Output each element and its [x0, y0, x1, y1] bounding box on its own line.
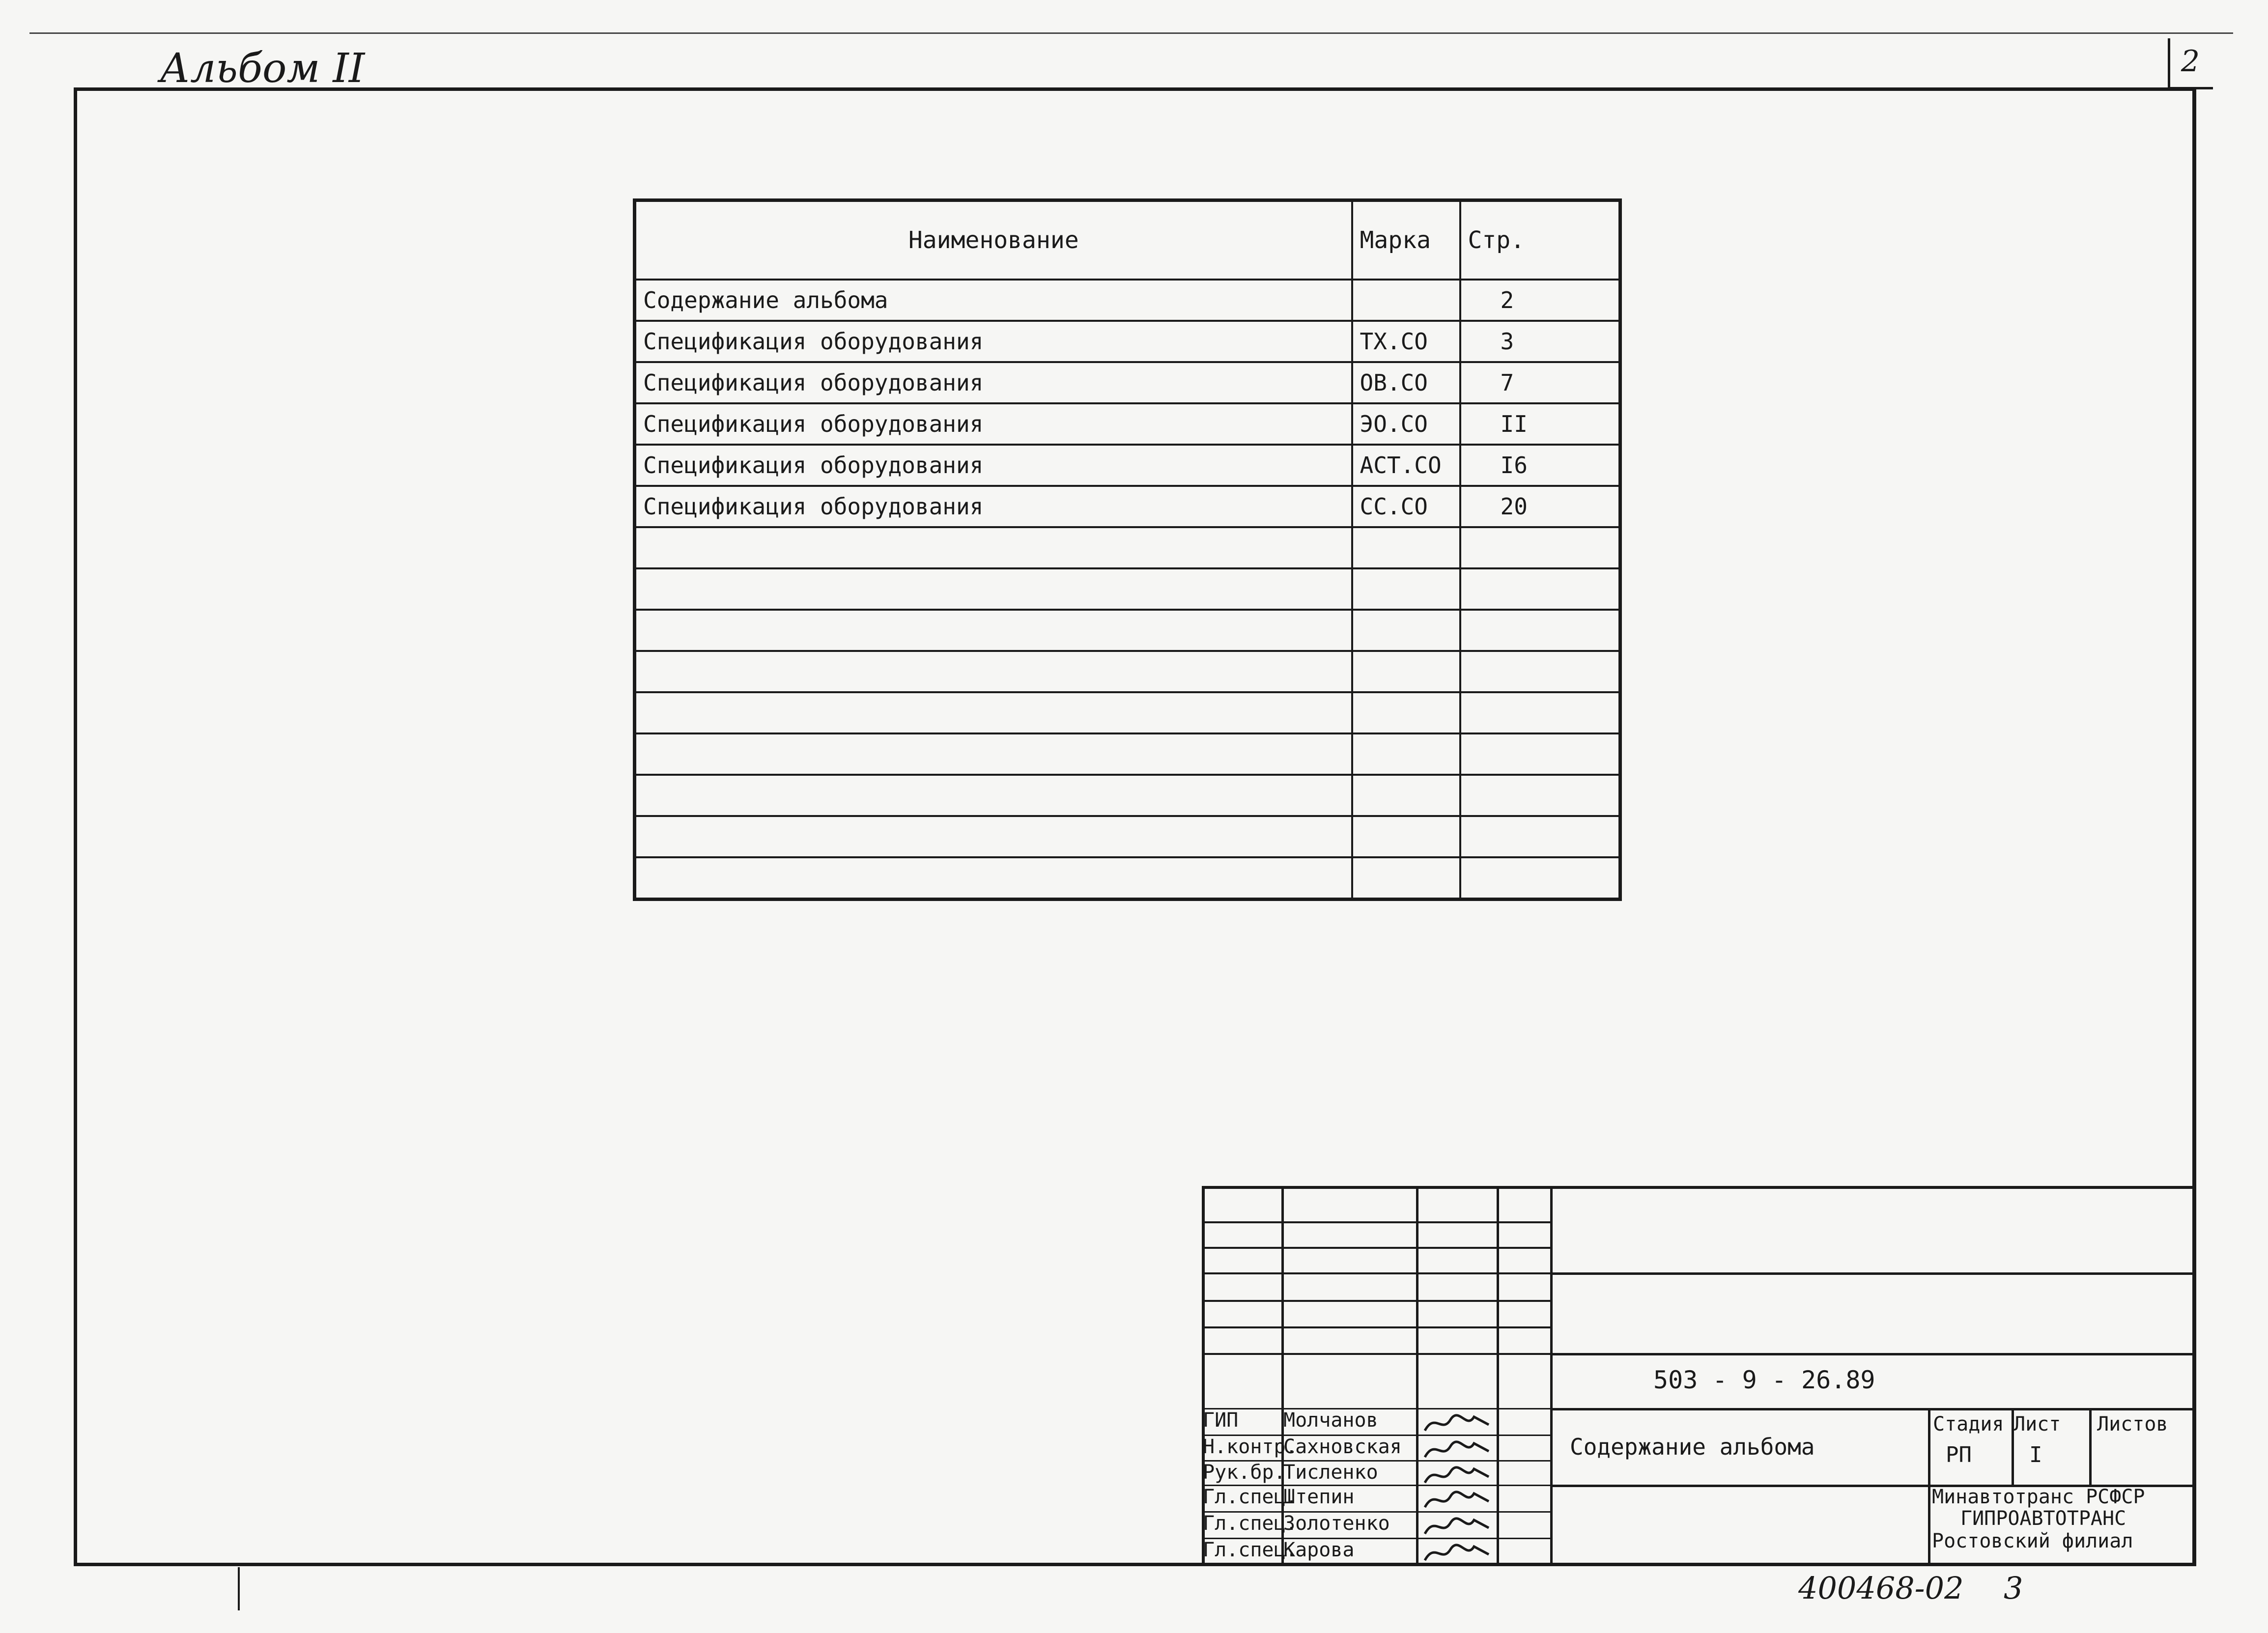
row-mark-cell — [1352, 610, 1460, 651]
signatory-role: Гл.спец. — [1203, 1486, 1298, 1508]
table-row — [635, 651, 1620, 692]
binding-mark — [238, 1567, 240, 1610]
album-label: Альбом II — [160, 45, 365, 92]
table-row — [635, 486, 1620, 527]
table-row — [635, 733, 1620, 775]
row-page-cell — [1460, 692, 1620, 733]
signatory-name: Золотенко — [1283, 1512, 1390, 1535]
row-page-cell: 3 — [1460, 321, 1620, 362]
row-mark-cell — [1352, 527, 1460, 568]
row-name-cell — [635, 692, 1352, 733]
sheets-label: Листов — [2097, 1413, 2168, 1436]
row-page-cell: 20 — [1460, 486, 1620, 527]
title-block-line — [1550, 1353, 2194, 1355]
title-block-line — [1202, 1353, 1550, 1355]
title-block-line — [2089, 1408, 2092, 1485]
row-page-cell — [1460, 610, 1620, 651]
row-name-cell: Спецификация оборудования — [635, 321, 1352, 362]
row-name-cell — [635, 775, 1352, 816]
table-row — [635, 816, 1620, 857]
stage-value: РП — [1946, 1442, 1972, 1467]
signature — [1420, 1436, 1494, 1462]
signature — [1420, 1410, 1494, 1436]
signatory-role: ГИП — [1203, 1409, 1239, 1432]
sheet-title: Содержание альбома — [1570, 1434, 1815, 1460]
title-block-line — [1550, 1186, 1553, 1564]
signature — [1420, 1513, 1494, 1539]
signatory-name: Штепин — [1283, 1486, 1355, 1508]
column-header-name: Наименование — [635, 200, 1352, 280]
table-row — [635, 692, 1620, 733]
row-page-cell — [1460, 857, 1620, 900]
row-page-cell — [1460, 733, 1620, 775]
title-block-line — [1416, 1186, 1418, 1564]
signatory-name: Молчанов — [1283, 1409, 1378, 1432]
row-mark-cell — [1352, 280, 1460, 321]
title-block-line — [1202, 1186, 2194, 1189]
document-code: 503 - 9 - 26.89 — [1653, 1366, 1875, 1394]
table-row — [635, 321, 1620, 362]
row-mark-cell: ОВ.СО — [1352, 362, 1460, 403]
signatory-name: Карова — [1283, 1539, 1355, 1561]
archive-page: 3 — [2004, 1570, 2023, 1606]
row-page-cell: 7 — [1460, 362, 1620, 403]
row-name-cell — [635, 568, 1352, 610]
row-name-cell — [635, 857, 1352, 900]
row-name-cell — [635, 527, 1352, 568]
organization-line-1: Минавтотранс РСФСР — [1932, 1486, 2145, 1508]
row-mark-cell — [1352, 568, 1460, 610]
title-block-line — [1928, 1485, 1930, 1564]
row-name-cell: Содержание альбома — [635, 280, 1352, 321]
row-page-cell — [1460, 651, 1620, 692]
row-mark-cell — [1352, 857, 1460, 900]
title-block-line — [1202, 1326, 1550, 1328]
table-row — [635, 857, 1620, 900]
title-block-line — [1928, 1408, 1930, 1485]
row-name-cell: Спецификация оборудования — [635, 445, 1352, 486]
row-mark-cell — [1352, 733, 1460, 775]
row-page-cell — [1460, 775, 1620, 816]
column-header-mark: Марка — [1352, 200, 1460, 280]
row-page-cell — [1460, 527, 1620, 568]
row-mark-cell — [1352, 816, 1460, 857]
sheet-label: Лист — [2013, 1413, 2061, 1436]
signature — [1420, 1487, 1494, 1512]
row-page-cell — [1460, 816, 1620, 857]
title-block-line — [1497, 1186, 1499, 1564]
row-page-cell: I6 — [1460, 445, 1620, 486]
table-row — [635, 362, 1620, 403]
row-name-cell — [635, 816, 1352, 857]
title-block-line — [1202, 1272, 1550, 1274]
row-name-cell — [635, 651, 1352, 692]
table-row — [635, 568, 1620, 610]
row-page-cell: II — [1460, 403, 1620, 445]
signatory-role: Гл.спец. — [1203, 1539, 1298, 1561]
row-mark-cell — [1352, 775, 1460, 816]
signature — [1420, 1462, 1494, 1488]
contents-table — [633, 198, 1622, 901]
signatory-name: Тисленко — [1283, 1461, 1378, 1484]
table-row — [635, 775, 1620, 816]
signatory-name: Сахновская — [1283, 1436, 1402, 1458]
stage-label: Стадия — [1933, 1413, 2004, 1436]
table-row — [635, 445, 1620, 486]
signatory-role: Н.контр. — [1203, 1436, 1298, 1458]
row-page-cell — [1460, 568, 1620, 610]
signature — [1420, 1540, 1494, 1565]
page-number: 2 — [2181, 44, 2200, 79]
table-row — [635, 527, 1620, 568]
row-mark-cell — [1352, 692, 1460, 733]
title-block-line — [1202, 1247, 1550, 1249]
column-header-page: Стр. — [1460, 200, 1620, 280]
row-name-cell — [635, 610, 1352, 651]
row-mark-cell: ЭО.СО — [1352, 403, 1460, 445]
row-name-cell: Спецификация оборудования — [635, 403, 1352, 445]
table-row — [635, 280, 1620, 321]
top-border-line — [29, 32, 2233, 34]
title-block-line — [1202, 1221, 1550, 1223]
row-name-cell: Спецификация оборудования — [635, 362, 1352, 403]
organization-line-3: Ростовский филиал — [1932, 1530, 2133, 1552]
row-mark-cell — [1352, 651, 1460, 692]
archive-number: 400468-02 — [1798, 1570, 1964, 1606]
row-name-cell — [635, 733, 1352, 775]
title-block-line — [1550, 1272, 2194, 1275]
title-block-line — [1202, 1300, 1550, 1302]
row-mark-cell: ТХ.СО — [1352, 321, 1460, 362]
row-mark-cell: АСТ.СО — [1352, 445, 1460, 486]
table-row — [635, 403, 1620, 445]
organization-line-2: ГИПРОАВТОТРАНС — [1960, 1507, 2126, 1530]
title-block-line — [1550, 1408, 2194, 1410]
table-row — [635, 610, 1620, 651]
row-name-cell: Спецификация оборудования — [635, 486, 1352, 527]
sheet-value: I — [2029, 1442, 2042, 1467]
signatory-role: Гл.спец. — [1203, 1512, 1298, 1535]
row-page-cell: 2 — [1460, 280, 1620, 321]
signatory-role: Рук.бр. — [1203, 1461, 1286, 1484]
contents-body — [635, 280, 1620, 900]
contents-header-row — [635, 200, 1620, 280]
row-mark-cell: СС.СО — [1352, 486, 1460, 527]
